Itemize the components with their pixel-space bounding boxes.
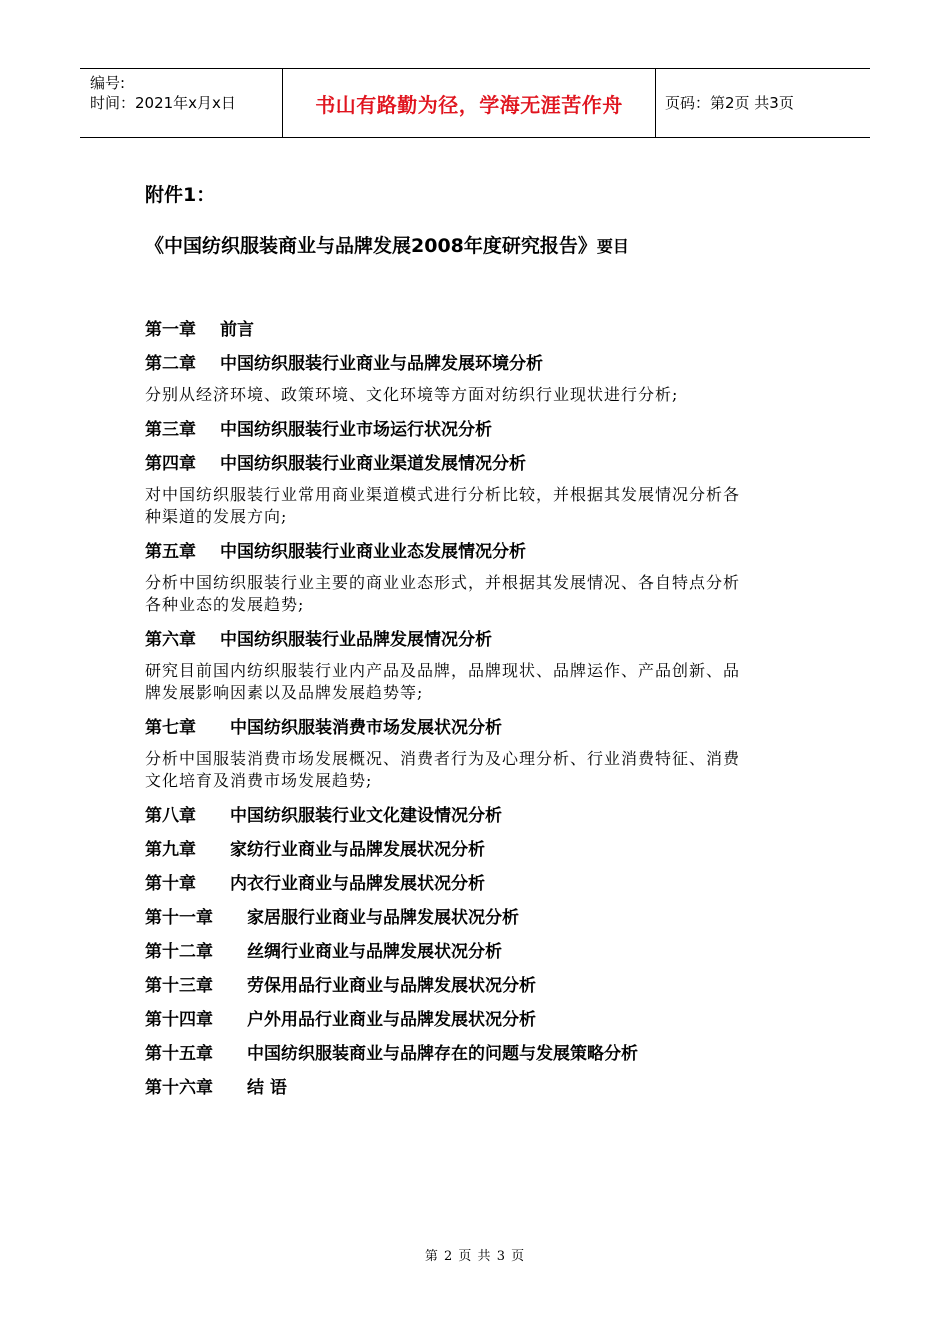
chapter-heading bbox=[145, 628, 765, 652]
title-text: 《中国纺织服装商业与品牌发展2008年度研究报告》 bbox=[145, 235, 597, 257]
chapter-heading bbox=[145, 716, 765, 740]
chapter-heading bbox=[145, 872, 765, 896]
time-label: 时间：2021年x月x日 bbox=[90, 94, 236, 112]
chapter-number: 第十章 bbox=[145, 874, 196, 894]
chapter-title: 中国纺织服装行业文化建设情况分析 bbox=[230, 806, 502, 826]
chapter-number: 第十五章 bbox=[145, 1044, 213, 1064]
chapter-heading bbox=[145, 540, 765, 564]
chapter-number: 第九章 bbox=[145, 840, 196, 860]
chapter-title: 前言 bbox=[220, 320, 254, 340]
chapter-number: 第二章 bbox=[145, 354, 196, 374]
chapter-heading bbox=[145, 1008, 765, 1032]
chapter-title: 中国纺织服装行业品牌发展情况分析 bbox=[220, 630, 492, 650]
attachment-label: 附件1： bbox=[145, 184, 216, 206]
chapter-heading bbox=[145, 318, 765, 342]
page-footer: 第 2 页 共 3 页 bbox=[424, 1249, 526, 1264]
chapter-description: 分别从经济环境、政策环境、文化环境等方面对纺织行业现状进行分析; bbox=[145, 385, 679, 404]
chapter-description: 对中国纺织服装行业常用商业渠道模式进行分析比较，并根据其发展情况分析各种渠道的发展方向; bbox=[145, 485, 741, 526]
chapter-heading bbox=[145, 1042, 765, 1066]
chapter-heading bbox=[145, 1076, 765, 1100]
header-left bbox=[90, 73, 236, 113]
chapter-description: 分析中国纺织服装行业主要的商业业态形式，并根据其发展情况、各自特点分析各种业态的发展趋势; bbox=[145, 573, 741, 614]
chapter-heading bbox=[145, 452, 765, 476]
page-header bbox=[80, 68, 870, 138]
chapter-title: 内衣行业商业与品牌发展状况分析 bbox=[230, 874, 485, 894]
chapter-title: 家纺行业商业与品牌发展状况分析 bbox=[230, 840, 485, 860]
chapter-number: 第六章 bbox=[145, 630, 196, 650]
chapter-title: 户外用品行业商业与品牌发展状况分析 bbox=[247, 1010, 536, 1030]
chapter-description: 分析中国服装消费市场发展概况、消费者行为及心理分析、行业消费特征、消费文化培育及消费市场发展趋势; bbox=[145, 749, 741, 790]
chapter-heading bbox=[145, 906, 765, 930]
chapter-heading bbox=[145, 418, 765, 442]
chapter-number: 第五章 bbox=[145, 542, 196, 562]
chapter-number: 第十三章 bbox=[145, 976, 213, 996]
chapter-title: 中国纺织服装消费市场发展状况分析 bbox=[230, 718, 502, 738]
chapter-title: 家居服行业商业与品牌发展状况分析 bbox=[247, 908, 519, 928]
chapter-number: 第十四章 bbox=[145, 1010, 213, 1030]
chapter-heading bbox=[145, 974, 765, 998]
chapter-heading bbox=[145, 804, 765, 828]
chapter-title: 中国纺织服装行业商业业态发展情况分析 bbox=[220, 542, 526, 562]
chapter-number: 第一章 bbox=[145, 320, 196, 340]
motto: 书山有路勤为径，学海无涯苦作舟 bbox=[282, 69, 656, 137]
chapter-title: 中国纺织服装行业市场运行状况分析 bbox=[220, 420, 492, 440]
chapter-title: 劳保用品行业商业与品牌发展状况分析 bbox=[247, 976, 536, 996]
chapter-heading bbox=[145, 940, 765, 964]
page-code: 页码：第2页 共3页 bbox=[665, 94, 794, 112]
chapter-number: 第十六章 bbox=[145, 1078, 213, 1098]
chapter-number: 第八章 bbox=[145, 806, 196, 826]
document-title bbox=[145, 231, 629, 258]
chapter-description: 研究目前国内纺织服装行业内产品及品牌，品牌现状、品牌运作、产品创新、品牌发展影响因素以及品牌发展趋势等; bbox=[145, 661, 741, 702]
chapter-number: 第三章 bbox=[145, 420, 196, 440]
chapter-number: 第四章 bbox=[145, 454, 196, 474]
chapter-heading bbox=[145, 352, 765, 376]
chapter-title: 丝绸行业商业与品牌发展状况分析 bbox=[247, 942, 502, 962]
chapter-title: 结 语 bbox=[247, 1078, 287, 1098]
chapter-number: 第七章 bbox=[145, 718, 196, 738]
chapter-title: 中国纺织服装商业与品牌存在的问题与发展策略分析 bbox=[247, 1044, 638, 1064]
chapter-heading bbox=[145, 838, 765, 862]
chapter-title: 中国纺织服装行业商业渠道发展情况分析 bbox=[220, 454, 526, 474]
chapter-title: 中国纺织服装行业商业与品牌发展环境分析 bbox=[220, 354, 543, 374]
chapter-number: 第十一章 bbox=[145, 908, 213, 928]
chapter-number: 第十二章 bbox=[145, 942, 213, 962]
title-suffix: 要目 bbox=[596, 237, 629, 256]
chapter-list bbox=[145, 318, 765, 1110]
number-label: 编号: bbox=[90, 74, 126, 92]
